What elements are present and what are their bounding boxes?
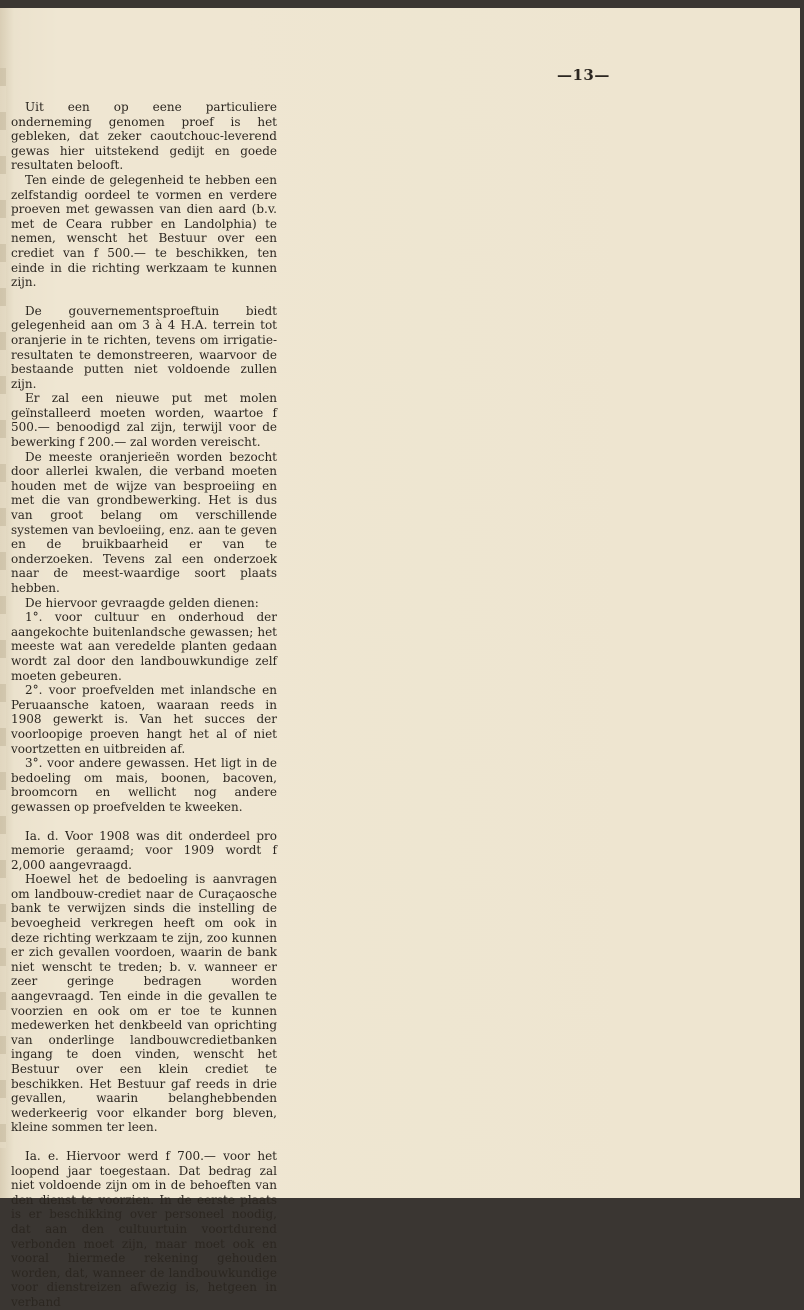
paragraph: De hiervoor gevraagde gelden dienen: xyxy=(25,595,259,610)
paragraph: De gouvernementsproeftuin biedt gelegenheid aan om 3 à 4 H.A. terrein tot oranjerie in te richten, tevens om irrigatie-resultaten te demonstreeren, waarvoor de bestaande putten niet voldoende zullen zijn. xyxy=(11,303,277,391)
paragraph: 1°. voor cultuur en onderhoud der aangekochte buitenlandsche gewassen; het meeste wat aan veredelde planten gedaan wordt zal door den landbouwkundige zelf moeten gebeuren. xyxy=(11,610,277,683)
document-page xyxy=(0,8,800,1309)
paragraph: Ia. e. Hiervoor werd f 700.— voor het loopend jaar toegestaan. Dat bedrag zal niet voldoende zijn om in de behoeften van den dienst te voorzien. In de eerste plaats is er beschikking over personeel noodig, dat aan den cultuurtuin voortdurend verbonden moet zijn, maar moet ook en vooral hiermede rekening gehouden worden, dat, wanneer de landbouwkundige voor dienstreizen afwezig is, hetgeen in verband xyxy=(11,1148,277,1309)
paragraph: Hoewel het de bedoeling is aanvragen om landbouw-crediet naar de Curaçaosche bank te verwijzen sinds die instelling de bevoegheid verkregen heeft om ook in deze richting werkzaam te zijn, zoo kunnen er zich gevallen voordoen, waarin de bank niet wenscht te treden; b. v. wanneer er zeer geringe bedragen worden aangevraagd. Ten einde in die gevallen te voorzien en ook om er toe te kunnen medewerken het denkbeeld van oprichting van onderlinge landbouwcredietbanken ingang te doen vinden, wenscht het Bestuur over een klein crediet te beschikken. Het Bestuur gaf reeds in drie gevallen, waarin belanghebbenden wederkeerig voor elkander borg bleven, kleine sommen ter leen. xyxy=(11,872,277,1135)
bleed-through-shadow xyxy=(440,78,760,1078)
paragraph: Ia. d. Voor 1908 was dit onderdeel pro memorie geraamd; voor 1909 wordt f 2,000 aangevraagd. xyxy=(11,828,277,872)
paragraph: De meeste oranjerieën worden bezocht door allerlei kwalen, die verband moeten houden met de wijze van besproeiing en met die van grondbewerking. Het is dus van groot belang om verschillende systemen van bevloeiing, enz. aan te geven en de bruikbaarheid er van te onderzoeken. Tevens zal een onderzoek naar de meest-waardige soort plaats hebben. xyxy=(11,449,277,595)
page-number: —13— xyxy=(557,66,610,84)
paragraph: Ten einde de gelegenheid te hebben een zelfstandig oordeel te vormen en verdere proeven met gewassen van dien aard (b.v. met de Ceara rubber en Landolphia) te nemen, wenscht het Bestuur over een crediet van f 500.— te beschikken, ten einde in die richting werkzaam te kunnen zijn. xyxy=(11,172,277,290)
paragraph: 3°. voor andere gewassen. Het ligt in de bedoeling om mais, boonen, bacoven, broomcorn en wellicht nog andere gewassen op proefvelden te kweeken. xyxy=(11,756,277,814)
binding-edge xyxy=(0,68,6,1148)
paragraph: 2°. voor proefvelden met inlandsche en Peruaansche katoen, waaraan reeds in 1908 gewerkt is. Van het succes der voorloopige proeven hangt het al of niet voortzetten en uitbreiden af. xyxy=(11,683,277,756)
paragraph: Uit een op eene particuliere onderneming genomen proef is het gebleken, dat zeker caoutchouc-leverend gewas hier uitstekend gedijt en goede resultaten belooft. xyxy=(11,100,277,173)
text-column xyxy=(11,100,277,1310)
paragraph: Er zal een nieuwe put met molen geïnstalleerd moeten worden, waartoe f 500.— benoodigd zal zijn, terwijl voor de bewerking f 200.— zal worden vereischt. xyxy=(11,391,277,450)
